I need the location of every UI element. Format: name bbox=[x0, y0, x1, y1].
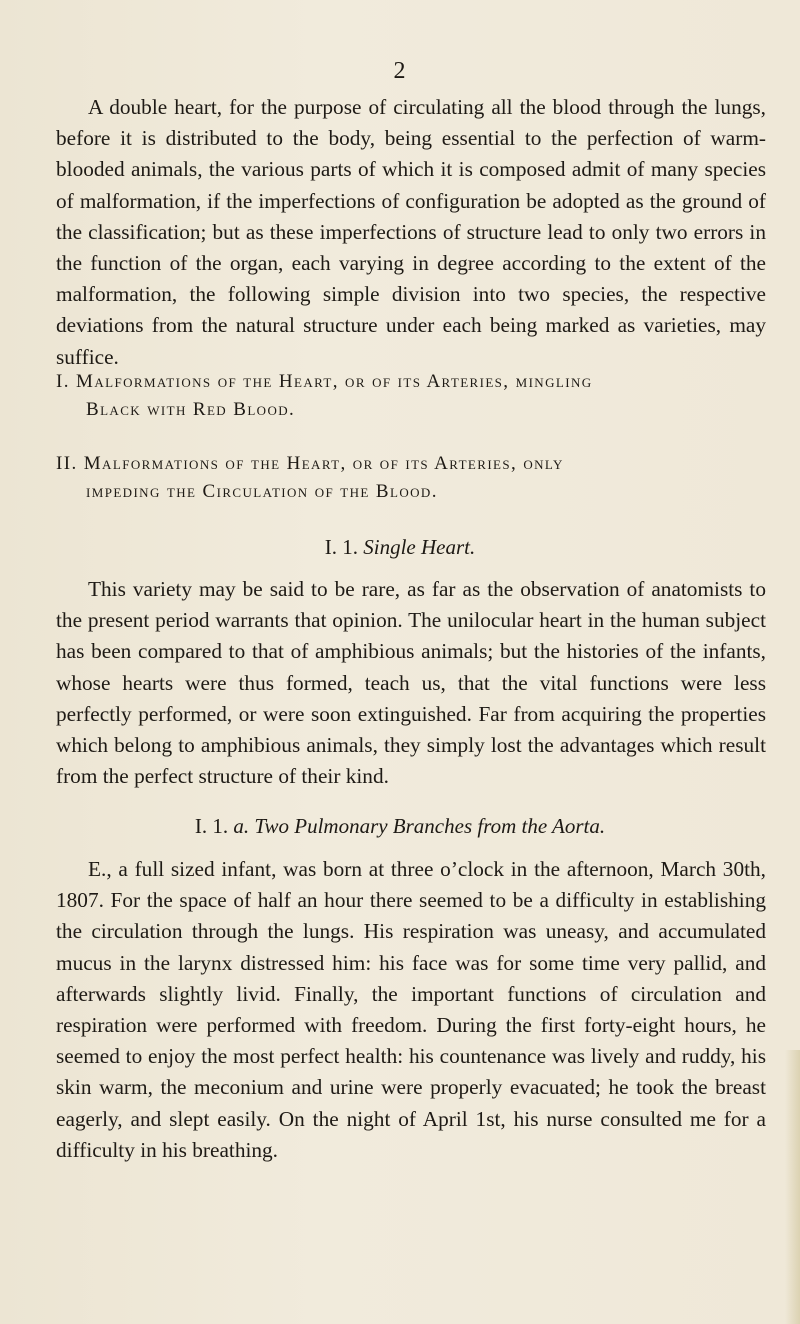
section-letter: a. bbox=[233, 814, 250, 838]
class-heading-1 bbox=[56, 368, 776, 424]
case-text: E., a full sized infant, was born at three o’clock in the afternoon, March 30th, 1807. For the space of half an hour there seemed to be a difficulty in establishing the circulation through the lungs. His respiration was uneasy, and accumulated mucus in the larynx distressed him: his face was for some time very pallid, and afterwards slightly livid. Finally, the important functions of circulation and respiration were performed with freedom. During the first forty-eight hours, he seemed to enjoy the most perfect health: his countenance was lively and ruddy, his skin warm, the meconium and urine were properly evacuated; he took the breast eagerly, and slept easily. On the night of April 1st, his nurse consulted me for a difficulty in his breathing. bbox=[56, 857, 766, 1162]
single-heart-paragraph bbox=[56, 574, 766, 792]
section-number: I. 1. bbox=[324, 535, 358, 559]
class-1-line1: Malformations of the Heart, or of its Arteries, mingling bbox=[76, 371, 593, 392]
section-number: I. 1. bbox=[194, 814, 229, 838]
case-paragraph bbox=[56, 854, 766, 1166]
class-2-numeral: II. bbox=[56, 453, 78, 474]
page-edge-stain bbox=[785, 1050, 800, 1324]
section-title: Two Pulmonary Branches from the Aorta. bbox=[254, 814, 606, 838]
class-2-line1: Malformations of the Heart, or of its Arteries, only bbox=[83, 453, 564, 474]
page-number: 2 bbox=[393, 58, 407, 84]
intro-paragraph bbox=[56, 92, 766, 373]
section-heading-single-heart bbox=[0, 535, 800, 560]
section-heading-pulmonary bbox=[0, 814, 800, 839]
class-1-numeral: I. bbox=[56, 371, 70, 392]
intro-paragraph-text: A double heart, for the purpose of circulating all the blood through the lungs, before it is distributed to the body, being essential to the perfection of warm-blooded animals, the various parts of which it is composed admit of many species of malformation, if the imperfections of configuration be adopted as the ground of the classification; but as these imperfections of structure lead to only two errors in the function of the organ, each varying in degree according to the extent of the malformation, the following simple division into two species, the respective deviations from the natural structure under each being marked as varieties, may suffice. bbox=[56, 95, 766, 369]
class-heading-2 bbox=[56, 450, 776, 506]
class-1-line2: Black with Red Blood. bbox=[86, 399, 296, 420]
class-2-line2: impeding the Circulation of the Blood. bbox=[86, 481, 438, 502]
single-heart-text: This variety may be said to be rare, as far as the observation of anatomists to the present period warrants that opinion. The unilocular heart in the human subject has been compared to that of amphibious animals; but the histories of the infants, whose hearts were thus formed, teach us, that the vital functions were less perfectly performed, or were soon extinguished. Far from acquiring the properties which belong to amphibious animals, they simply lost the advantages which result from the perfect structure of their kind. bbox=[56, 577, 766, 789]
section-title: Single Heart. bbox=[363, 535, 476, 559]
